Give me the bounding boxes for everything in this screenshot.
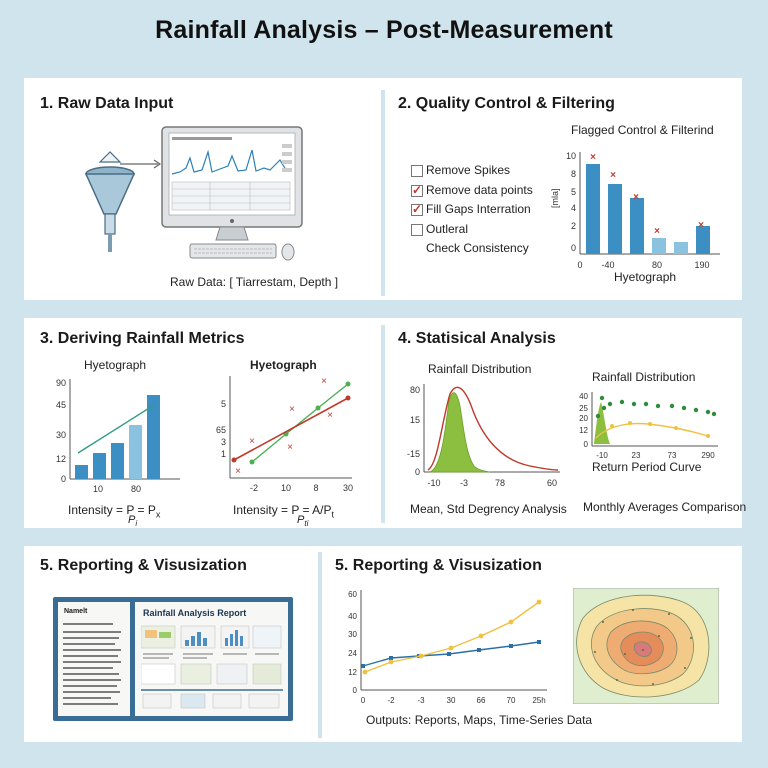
blue-point xyxy=(389,656,393,660)
data-point xyxy=(644,402,648,406)
curve-point xyxy=(610,424,614,428)
x-tick-label: -10 xyxy=(427,478,441,488)
section-5a-heading: 5. Reporting & Visusization xyxy=(40,557,247,574)
section-5b-heading: 5. Reporting & Visusization xyxy=(335,557,542,574)
x-tick-label: -3 xyxy=(417,696,425,705)
qc-checkbox[interactable] xyxy=(411,165,423,177)
red-point xyxy=(232,458,237,463)
s4-return-period-label: Return Period Curve xyxy=(592,460,702,474)
x-tick-label: 8 xyxy=(313,483,319,493)
y-tick-label: 30 xyxy=(348,630,357,639)
s5b-caption: Outputs: Reports, Maps, Time-Series Data xyxy=(366,713,593,727)
page-title: Rainfall Analysis – Post-Measurement xyxy=(155,16,613,44)
outlier-marker: × xyxy=(289,404,295,415)
bar xyxy=(630,198,644,254)
green-point xyxy=(316,406,321,411)
x-tick-label: 60 xyxy=(546,478,558,488)
y-tick-label: 1 xyxy=(220,449,226,459)
s3-right-scatter-chart xyxy=(210,372,360,497)
y-tick-label: 60 xyxy=(348,590,357,599)
outlier-marker: × xyxy=(321,376,327,387)
red-point xyxy=(346,396,351,401)
y-tick-label: 0 xyxy=(60,474,66,484)
y-tick-label: 0 xyxy=(352,686,357,695)
y-tick-label: 45 xyxy=(55,400,66,410)
green-series-line xyxy=(252,384,348,462)
x-tick-label: 10 xyxy=(280,483,292,493)
data-point xyxy=(632,402,636,406)
blue-point xyxy=(509,644,513,648)
data-point xyxy=(656,404,660,408)
divider-middle xyxy=(381,325,385,523)
data-point xyxy=(600,396,604,400)
qc-checkbox[interactable] xyxy=(411,224,423,236)
y-tick-label: 10 xyxy=(565,151,576,161)
s3-left-formula-den xyxy=(128,514,137,528)
rain-gauge-icon xyxy=(86,152,134,252)
x-tick-label: 30 xyxy=(446,696,456,705)
report-preview xyxy=(53,597,293,721)
s3-left-den-text: P xyxy=(128,514,136,526)
yellow-point xyxy=(449,646,454,651)
x-tick-label: 10 xyxy=(92,484,104,494)
histogram-fill xyxy=(430,393,490,472)
divider-bottom xyxy=(318,552,322,738)
qc-item-label: Remove data points xyxy=(426,182,533,197)
x-tick-label: 0 xyxy=(360,696,366,705)
flag-icon: × xyxy=(633,192,639,203)
report-main-thumbnails xyxy=(141,622,283,712)
s3-left-title: Hyetograph xyxy=(84,358,147,372)
data-point xyxy=(596,414,600,418)
s3-right-den-text: P xyxy=(297,514,305,526)
y-tick-label: 80 xyxy=(409,385,420,395)
x-tick-label: 23 xyxy=(631,451,641,460)
y-tick-label: 12 xyxy=(579,426,588,435)
s4-right-caption: Monthly Averages Comparison xyxy=(583,500,747,514)
bar xyxy=(674,242,688,254)
s3-right-formula-sub: t xyxy=(331,509,335,520)
y-tick-label: 5 xyxy=(220,399,226,409)
bar xyxy=(75,465,88,479)
s4-return-period-chart xyxy=(568,388,728,463)
x-tick-label: 78 xyxy=(494,478,506,488)
curve-point xyxy=(706,434,710,438)
raw-data-caption: Raw Data: [ Tiarrestam, Depth ] xyxy=(170,275,339,289)
y-tick-label: 8 xyxy=(570,169,576,179)
flag-icon: × xyxy=(654,226,660,237)
y-tick-label: 3 xyxy=(220,437,226,447)
mouse-icon xyxy=(282,244,294,260)
data-point xyxy=(706,410,710,414)
flag-icon: × xyxy=(590,152,596,163)
data-point xyxy=(620,400,624,404)
curve-point xyxy=(648,422,652,426)
rainfall-contour-map xyxy=(573,588,719,704)
bar xyxy=(652,238,666,254)
y-tick-label: 90 xyxy=(55,378,66,388)
yellow-point xyxy=(479,634,484,639)
qc-bar-chart xyxy=(550,148,725,278)
report-side-text-lines xyxy=(63,622,125,712)
bar xyxy=(608,184,622,254)
x-tick-label: 0 xyxy=(577,260,583,270)
y-tick-label: 2 xyxy=(570,221,576,231)
x-tick-label: 190 xyxy=(694,260,710,270)
data-point xyxy=(602,406,606,410)
outlier-marker: × xyxy=(249,436,255,447)
y-tick-label: 12 xyxy=(348,668,357,677)
y-tick-label: 12 xyxy=(55,454,66,464)
section-2-heading: 2. Quality Control & Filtering xyxy=(398,95,615,112)
qc-x-title: Hyetograph xyxy=(614,270,677,284)
s3-right-formula-text: Intensity = P = A/P xyxy=(233,503,332,517)
check-icon: ✓ xyxy=(412,202,423,216)
yellow-point xyxy=(363,670,368,675)
y-tick-label: 4 xyxy=(570,203,576,213)
data-point xyxy=(694,408,698,412)
s3-right-formula-den xyxy=(297,514,308,528)
y-tick-label: 20 xyxy=(579,414,588,423)
y-tick-label: -15 xyxy=(406,449,420,459)
qc-item-label: Outleral xyxy=(426,221,469,236)
s3-left-bar-chart xyxy=(40,375,190,495)
bar xyxy=(111,443,124,479)
bar xyxy=(93,453,106,479)
x-tick-label: 73 xyxy=(667,451,677,460)
outlier-marker: × xyxy=(327,410,333,421)
y-tick-label: 0 xyxy=(570,243,576,253)
x-tick-label: -3 xyxy=(459,478,469,488)
s5b-time-series-chart xyxy=(335,586,555,710)
x-tick-label: 80 xyxy=(130,484,142,494)
x-tick-label: -2 xyxy=(387,696,395,705)
y-tick-label: 40 xyxy=(579,392,588,401)
x-tick-label: 70 xyxy=(506,696,516,705)
x-tick-label: -40 xyxy=(601,260,615,270)
flag-icon: × xyxy=(698,220,704,231)
s3-left-formula-text: Intensity = P = P xyxy=(68,503,156,517)
qc-item-label: Check Consistency xyxy=(426,241,529,255)
x-tick-label: -10 xyxy=(596,451,608,460)
x-tick-label: 66 xyxy=(476,696,486,705)
data-point xyxy=(712,412,716,416)
flag-icon: × xyxy=(610,170,616,181)
y-tick-label: 0 xyxy=(414,467,420,477)
x-tick-label: 80 xyxy=(651,260,663,270)
check-icon: ✓ xyxy=(412,182,423,197)
blue-point xyxy=(477,648,481,652)
section-3-heading: 3. Deriving Rainfall Metrics xyxy=(40,330,245,347)
y-tick-label: 30 xyxy=(55,430,66,440)
data-point xyxy=(682,406,686,410)
x-tick-label: -2 xyxy=(249,483,259,493)
keyboard-icon xyxy=(190,244,276,258)
outlier-marker: × xyxy=(235,466,241,477)
s3-right-title: Hyetograph xyxy=(250,358,317,372)
s4-right-title: Rainfall Distribution xyxy=(592,370,696,384)
blue-point xyxy=(447,652,451,656)
outlier-marker: × xyxy=(287,442,293,453)
divider-top xyxy=(381,90,385,296)
y-tick-label: 40 xyxy=(348,612,357,621)
raw-data-illustration xyxy=(80,122,320,272)
s3-left-formula xyxy=(68,503,161,529)
report-main-title: Rainfall Analysis Report xyxy=(143,608,247,618)
x-tick-label: 25h xyxy=(532,696,546,705)
yellow-point xyxy=(419,654,424,659)
s3-right-formula xyxy=(233,503,335,529)
s4-left-caption: Mean, Std Degrency Analysis xyxy=(410,502,567,516)
green-point xyxy=(250,460,255,465)
section-4-heading: 4. Statisical Analysis xyxy=(398,330,556,347)
qc-item-label: Remove Spikes xyxy=(426,163,511,177)
data-point xyxy=(670,404,674,408)
qc-chart-title: Flagged Control & Filterind xyxy=(571,123,714,137)
yellow-point xyxy=(509,620,514,625)
curve-point xyxy=(674,426,678,430)
qc-item-label: Fill Gaps Interration xyxy=(426,202,531,216)
x-tick-label: 30 xyxy=(342,483,354,493)
x-tick-label: 290 xyxy=(701,451,715,460)
y-tick-label: 0 xyxy=(583,440,588,449)
bar xyxy=(129,425,142,479)
green-point xyxy=(346,382,351,387)
s3-right-den-sub: ti xyxy=(304,519,309,529)
y-axis-label: [mla] xyxy=(550,188,560,208)
blue-point xyxy=(537,640,541,644)
blue-point xyxy=(361,664,365,668)
y-tick-label: 25 xyxy=(579,404,588,413)
s3-left-formula-sub: x xyxy=(155,509,161,520)
s3-left-den-sub: i xyxy=(135,519,138,529)
report-side-title: Namelt xyxy=(64,608,88,615)
y-tick-label: 24 xyxy=(348,649,357,658)
computer-monitor-icon xyxy=(162,127,302,240)
s4-left-title: Rainfall Distribution xyxy=(428,362,532,376)
data-point xyxy=(608,402,612,406)
y-tick-label: 15 xyxy=(409,415,420,425)
s4-distribution-chart xyxy=(400,380,570,490)
yellow-point xyxy=(537,600,542,605)
section-1-heading: 1. Raw Data Input xyxy=(40,95,174,112)
curve-point xyxy=(628,421,632,425)
report-side-page xyxy=(58,602,130,716)
bar xyxy=(586,164,600,254)
report-main-page xyxy=(135,602,288,716)
yellow-point xyxy=(389,660,394,665)
y-tick-label: 5 xyxy=(570,187,576,197)
y-tick-label: 65 xyxy=(215,425,226,435)
